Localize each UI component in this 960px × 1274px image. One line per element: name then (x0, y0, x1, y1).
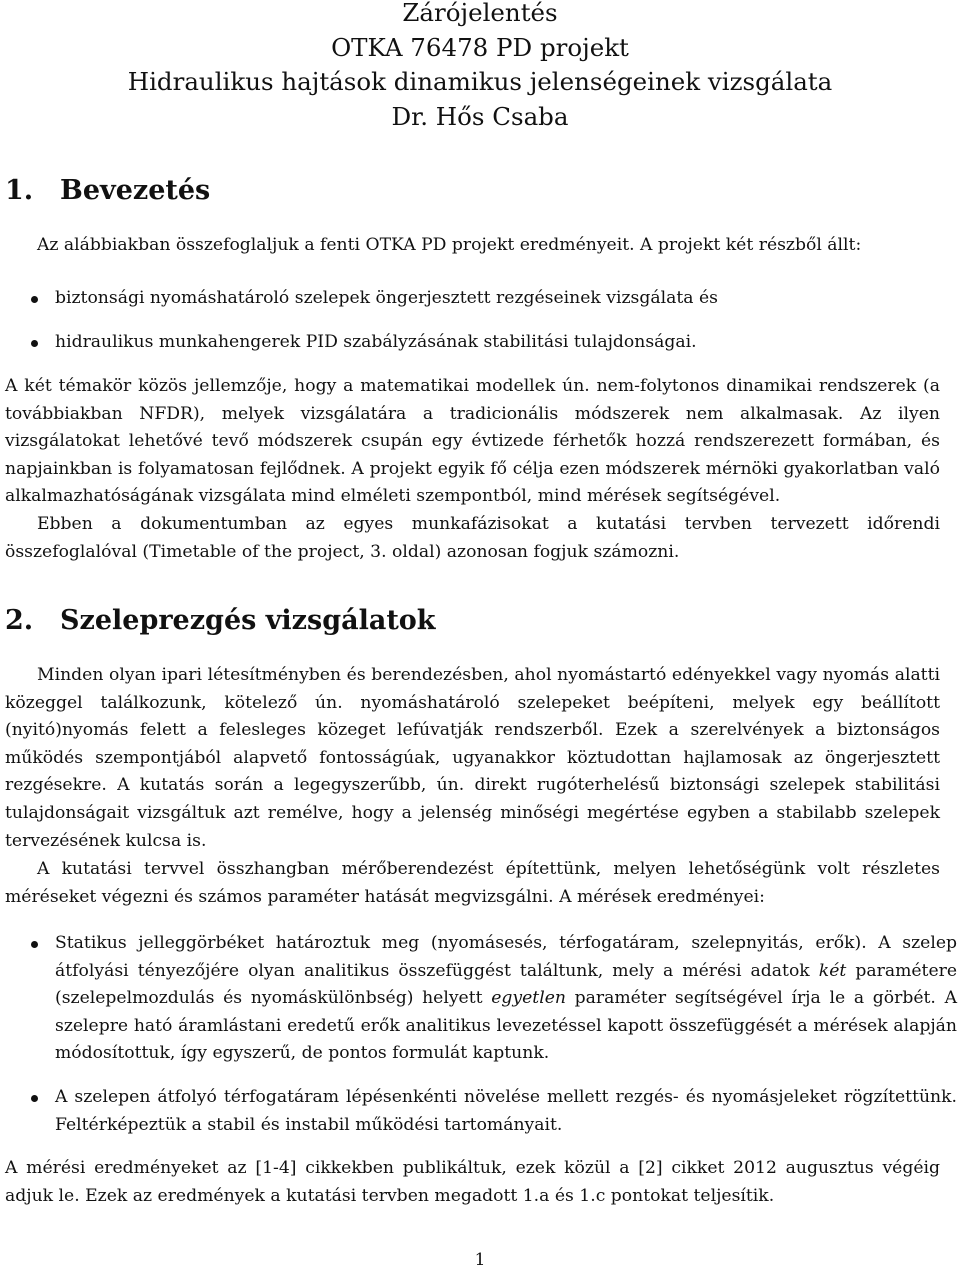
title-block (0, 0, 960, 134)
section-2-paragraph-3: A mérési eredményeket az [1-4] cikkekben publikáltuk, ezek közül a [2] cikket 2012 augusztus végéig adjuk le. Ezek az eredmények a kutatási tervben megadott 1.a és 1.c pontokat teljesítik. (5, 1158, 940, 1206)
section-1-title: Bevezetés (60, 175, 211, 206)
author-name: Dr. Hős Csaba (391, 101, 569, 131)
project-title: Hidraulikus hajtások dinamikus jelenségeinek vizsgálata (127, 67, 833, 96)
bullet-icon (31, 296, 38, 303)
section-1-paragraph-2: Ebben a dokumentumban az egyes munkafázisokat a kutatási tervben tervezett időrendi összefoglalóval (Timetable of the project, 3. oldal) azonosan fogjuk számozni. (5, 514, 940, 562)
page-number: 1 (474, 1250, 486, 1270)
list-item (5, 1084, 957, 1139)
report-title: Zárójelentés (402, 0, 558, 27)
section-1-heading (5, 175, 210, 207)
list-item-text: hidraulikus munkahengerek PID szabályzásának stabilitási tulajdonságai. (55, 331, 697, 352)
section-2-number: 2. (5, 605, 34, 636)
list-item-text: Statikus jelleggörbéket határoztuk meg (nyomásesés, térfogatáram, szelepnyitás, erők). A szelep átfolyási tényezőjére olyan analitikus összefüggést találtunk, mely a mérési adatok két paramétere (szelepelmozdulás és nyomáskülönbség) helyett egyetlen paraméter segítségével írja le a görbét. A szelepre ható áramlástani eredetű erők analitikus levezetéssel kapott összefüggését a mérések alapján módosítottuk, így egyszerű, de pontos formulát kaptunk. (55, 933, 958, 1064)
section-1-number: 1. (5, 175, 34, 206)
section-2-paragraph-2: A kutatási tervvel összhangban mérőberendezést építettünk, melyen lehetőségünk volt részletes méréseket végezni és számos paraméter hatását megvizsgálni. A mérések eredményei: (5, 859, 940, 907)
bullet-icon (31, 941, 38, 948)
list-item (5, 329, 957, 357)
list-item-text: A szelepen átfolyó térfogatáram lépésenkénti növelése mellett rezgés- és nyomásjeleket rögzítettünk. Feltérképeztük a stabil és instabil működési tartományait. (55, 1086, 957, 1135)
section-2-bullet-list (5, 930, 957, 1139)
section-2-title: Szeleprezgés vizsgálatok (60, 605, 436, 636)
project-id: OTKA 76478 PD projekt (331, 32, 629, 62)
list-item (5, 285, 957, 313)
section-1-intro: Az alábbiakban összefoglaljuk a fenti OTKA PD projekt eredményeit. A projekt két részből állt: (37, 235, 862, 255)
section-2-heading (5, 605, 436, 637)
section-1-bullet-list (5, 285, 957, 356)
section-1-paragraph-1: A két témakör közös jellemzője, hogy a matematikai modellek ún. nem-folytonos dinamikai rendszerek (a továbbiakban NFDR), melyek vizsgálatára a tradicionális módszerek nem alkalmasak. Az ilyen vizsgálatokat lehetővé tevő módszerek csupán egy évtizede férhetők hozzá rendszerezett formában, és napjainkban is folyamatosan fejlődnek. A projekt egyik fő célja ezen módszerek mérnöki gyakorlatban való alkalmazhatóságának vizsgálata mind elméleti szempontból, mind mérések segítségével. (5, 376, 940, 507)
bullet-icon (31, 1095, 38, 1102)
list-item (5, 930, 957, 1068)
list-item-text: biztonsági nyomáshatároló szelepek öngerjesztett rezgéseinek vizsgálata és (55, 288, 718, 308)
bullet-icon (31, 340, 38, 347)
section-2-paragraph-1: Minden olyan ipari létesítményben és berendezésben, ahol nyomástartó edényekkel vagy nyomás alatti közeggel találkozunk, kötelező ún. nyomáshatároló szelepeket beépíteni, melyek egy beállított (nyitó)nyomás felett a felesleges közeget lefúvatják rendszerből. Ezek a szerelvények a biztonságos működés szempontjából alapvető fontosságúak, ugyanakkor köztudottan hajlamosak az öngerjesztett rezgésekre. A kutatás során a legegyszerűbb, ún. direkt rugóterhelésű biztonsági szelepek stabilitási tulajdonságait vizsgáltuk azt remélve, hogy a jelenség minőségi megértése egyben a stabilabb szelepek tervezésének kulcsa is. (5, 665, 940, 851)
